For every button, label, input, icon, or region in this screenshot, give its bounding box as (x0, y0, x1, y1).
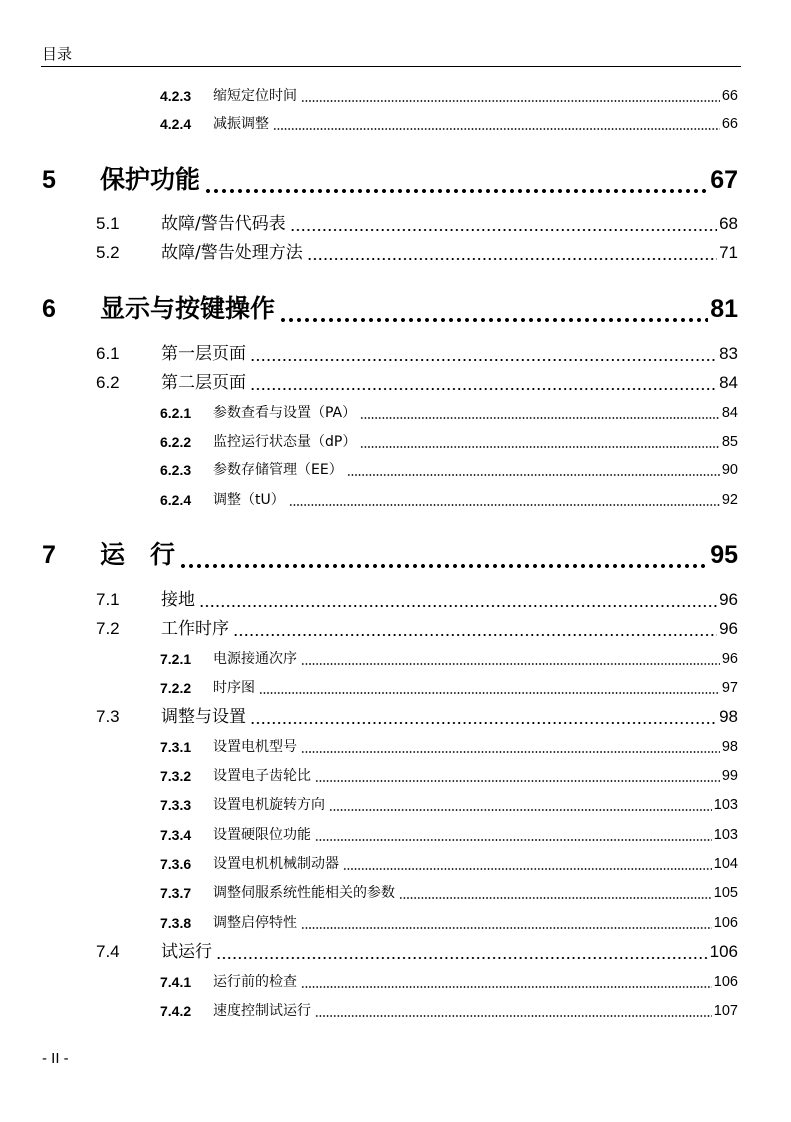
toc-entry-number: 7.2.2 (160, 680, 192, 696)
toc-entry-number: 7 (42, 541, 56, 569)
toc-entry-page: 103 (713, 797, 738, 813)
toc-dot-leader (315, 823, 712, 847)
toc-entry-page: 103 (713, 827, 738, 843)
toc-entry-title: 设置硬限位功能 (213, 827, 311, 843)
toc-dot-leader (273, 112, 720, 136)
toc-entry-title: 接地 (161, 590, 195, 610)
toc-dot-leader (179, 540, 708, 570)
toc-entry-page: 90 (721, 462, 738, 478)
toc-entry-title: 故障/警告代码表 (161, 214, 286, 234)
toc-entry-title: 参数查看与设置（PA） (213, 405, 357, 421)
toc-entry-number: 7.3 (96, 707, 120, 726)
toc-entry-title: 速度控制试运行 (213, 1003, 311, 1019)
toc-dot-leader (301, 84, 720, 108)
toc-entry-title: 调整伺服系统性能相关的参数 (213, 885, 395, 901)
toc-dot-leader (259, 676, 720, 700)
toc-dot-leader (329, 793, 712, 817)
toc-entry-page: 84 (721, 405, 738, 421)
toc-entry-number: 6.1 (96, 344, 120, 363)
toc-entry-number: 7.3.1 (160, 739, 192, 755)
toc-entry-page: 81 (710, 295, 738, 323)
toc-entry-page: 104 (713, 856, 738, 872)
toc-entry-page: 106 (709, 942, 738, 961)
toc-entry-title: 试运行 (161, 942, 212, 962)
toc-entry-title: 运行前的检查 (213, 974, 297, 990)
toc-dot-leader (250, 371, 717, 395)
toc-dot-leader (301, 647, 720, 671)
toc-entry-number: 7.3.6 (160, 856, 192, 872)
toc-dot-leader (290, 212, 717, 236)
footer-page-number: - II - (42, 1050, 69, 1067)
toc-entry-number: 4.2.3 (160, 88, 192, 104)
toc-dot-leader (399, 881, 712, 905)
toc-entry-page: 71 (719, 243, 738, 262)
page-header-title: 目录 (42, 45, 73, 63)
toc-dot-leader (360, 430, 720, 454)
toc-entry-number: 6.2.1 (160, 405, 192, 421)
toc-dot-leader (250, 705, 717, 729)
toc-entry-title: 显示与按键操作 (100, 294, 276, 323)
toc-entry-title: 第一层页面 (161, 344, 246, 364)
toc-entry-page: 85 (721, 434, 738, 450)
toc-entry-number: 7.2 (96, 619, 120, 638)
toc-entry-number: 5 (42, 166, 56, 194)
toc-entry-number: 7.4.2 (160, 1003, 192, 1019)
toc-dot-leader (216, 940, 708, 964)
toc-dot-leader (301, 970, 712, 994)
toc-entry-page: 66 (721, 116, 738, 132)
toc-entry-title: 电源接通次序 (213, 651, 297, 667)
toc-dot-leader (289, 488, 720, 512)
toc-entry-number: 6.2.4 (160, 492, 192, 508)
toc-entry-page: 95 (710, 541, 738, 569)
toc-entry-page: 99 (721, 768, 738, 784)
toc-entry-title: 监控运行状态量（dP） (213, 434, 357, 450)
toc-entry-number: 7.3.2 (160, 768, 192, 784)
toc-entry-number: 7.4.1 (160, 974, 192, 990)
toc-entry-page: 106 (713, 974, 738, 990)
toc-entry-number: 6 (42, 295, 56, 323)
toc-entry-number: 5.2 (96, 243, 120, 262)
toc-entry-page: 84 (719, 373, 738, 392)
toc-entry-title: 参数存储管理（EE） (213, 462, 343, 478)
toc-dot-leader (315, 764, 720, 788)
toc-entry-title: 工作时序 (161, 619, 229, 639)
toc-entry-page: 68 (719, 214, 738, 233)
toc-entry-title: 减振调整 (213, 116, 269, 132)
toc-entry-title: 调整启停特性 (213, 915, 297, 931)
toc-entry-page: 67 (710, 166, 738, 194)
toc-entry-number: 7.3.4 (160, 827, 192, 843)
toc-entry-page: 106 (713, 915, 738, 931)
header-divider (41, 66, 741, 67)
toc-entry-page: 83 (719, 344, 738, 363)
toc-entry-page: 97 (721, 680, 738, 696)
toc-entry-number: 7.3.7 (160, 885, 192, 901)
toc-entry-number: 6.2.2 (160, 434, 192, 450)
toc-entry-page: 96 (719, 590, 738, 609)
toc-entry-title: 设置电机旋转方向 (213, 797, 325, 813)
toc-dot-leader (307, 241, 717, 265)
toc-entry-title: 运 行 (100, 540, 176, 569)
toc-dot-leader (279, 294, 708, 324)
toc-entry-page: 92 (721, 492, 738, 508)
toc-dot-leader (315, 999, 712, 1023)
toc-entry-title: 故障/警告处理方法 (161, 243, 303, 263)
toc-entry-page: 96 (721, 651, 738, 667)
toc-entry-number: 6.2 (96, 373, 120, 392)
toc-entry-number: 7.1 (96, 590, 120, 609)
toc-entry-title: 设置电机型号 (213, 739, 297, 755)
toc-entry-page: 107 (713, 1003, 738, 1019)
toc-entry-page: 66 (721, 88, 738, 104)
toc-entry-number: 5.1 (96, 214, 120, 233)
toc-entry-page: 98 (719, 707, 738, 726)
toc-dot-leader (360, 401, 720, 425)
toc-entry-title: 缩短定位时间 (213, 88, 297, 104)
toc-entry-page: 105 (713, 885, 738, 901)
toc-dot-leader (301, 911, 712, 935)
toc-entry-page: 96 (719, 619, 738, 638)
toc-entry-title: 保护功能 (100, 165, 201, 194)
toc-entry-title: 调整与设置 (161, 707, 246, 727)
toc-dot-leader (204, 165, 708, 195)
toc-entry-number: 4.2.4 (160, 116, 192, 132)
toc-entry-page: 98 (721, 739, 738, 755)
toc-dot-leader (233, 617, 717, 641)
toc-entry-title: 第二层页面 (161, 373, 246, 393)
toc-dot-leader (343, 852, 712, 876)
toc-dot-leader (301, 735, 720, 759)
toc-entry-title: 设置电机机械制动器 (213, 856, 339, 872)
toc-entry-number: 7.4 (96, 942, 120, 961)
toc-entry-title: 设置电子齿轮比 (213, 768, 311, 784)
toc-entry-number: 7.3.3 (160, 797, 192, 813)
toc-dot-leader (347, 458, 720, 482)
toc-entry-number: 7.3.8 (160, 915, 192, 931)
toc-entry-number: 7.2.1 (160, 651, 192, 667)
toc-entry-title: 调整（tU） (213, 492, 285, 508)
toc-entry-title: 时序图 (213, 680, 255, 696)
toc-dot-leader (250, 342, 717, 366)
toc-dot-leader (199, 588, 717, 612)
toc-entry-number: 6.2.3 (160, 462, 192, 478)
